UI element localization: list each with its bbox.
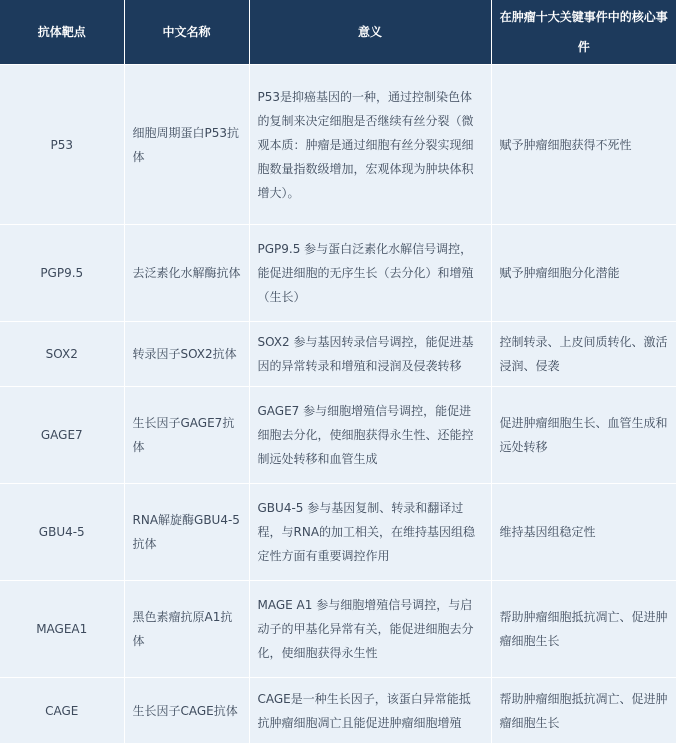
cell-meaning: GBU4-5 参与基因复制、转录和翻译过程，与RNA的加工相关，在维持基因组稳定性方面有重要调控作用: [249, 484, 491, 581]
table-row: [0, 581, 676, 678]
cell-meaning: GAGE7 参与细胞增殖信号调控，能促进细胞去分化，使细胞获得永生性、还能控制远处转移和血管生成: [249, 387, 491, 484]
table-row: [0, 225, 676, 322]
header-target: 抗体靶点: [0, 0, 124, 65]
cell-meaning: P53是抑癌基因的一种，通过控制染色体的复制来决定细胞是否继续有丝分裂（微观本质：肿瘤是通过细胞有丝分裂实现细胞数量指数级增加，宏观体现为肿块体积增大）。: [249, 65, 491, 225]
cell-meaning: MAGE A1 参与细胞增殖信号调控，与启动子的甲基化异常有关，能促进细胞去分化，使细胞获得永生性: [249, 581, 491, 678]
cell-name: 生长因子GAGE7抗体: [124, 387, 249, 484]
header-name: 中文名称: [124, 0, 249, 65]
cell-target: P53: [0, 65, 124, 225]
cell-name: 细胞周期蛋白P53抗体: [124, 65, 249, 225]
cell-meaning: SOX2 参与基因转录信号调控，能促进基因的异常转录和增殖和浸润及侵袭转移: [249, 322, 491, 387]
cell-event: 赋予肿瘤细胞分化潜能: [491, 225, 676, 322]
cell-target: SOX2: [0, 322, 124, 387]
cell-target: GBU4-5: [0, 484, 124, 581]
cell-name: 去泛素化水解酶抗体: [124, 225, 249, 322]
cell-event: 帮助肿瘤细胞抵抗凋亡、促进肿瘤细胞生长: [491, 581, 676, 678]
cell-target: GAGE7: [0, 387, 124, 484]
table-row: [0, 678, 676, 744]
cell-event: 控制转录、上皮间质转化、激活浸润、侵袭: [491, 322, 676, 387]
table-row: [0, 322, 676, 387]
cell-name: 转录因子SOX2抗体: [124, 322, 249, 387]
cell-event: 赋予肿瘤细胞获得不死性: [491, 65, 676, 225]
cell-target: PGP9.5: [0, 225, 124, 322]
table-row: [0, 387, 676, 484]
cell-event: 维持基因组稳定性: [491, 484, 676, 581]
header-meaning: 意义: [249, 0, 491, 65]
cell-meaning: PGP9.5 参与蛋白泛素化水解信号调控，能促进细胞的无序生长（去分化）和增殖（生长）: [249, 225, 491, 322]
cell-name: RNA解旋酶GBU4-5抗体: [124, 484, 249, 581]
table-row: [0, 65, 676, 225]
cell-target: CAGE: [0, 678, 124, 744]
cell-meaning: CAGE是一种生长因子，该蛋白异常能抵抗肿瘤细胞凋亡且能促进肿瘤细胞增殖: [249, 678, 491, 744]
cell-event: 帮助肿瘤细胞抵抗凋亡、促进肿瘤细胞生长: [491, 678, 676, 744]
cell-name: 黑色素瘤抗原A1抗体: [124, 581, 249, 678]
cell-target: MAGEA1: [0, 581, 124, 678]
cell-name: 生长因子CAGE抗体: [124, 678, 249, 744]
header-event: 在肿瘤十大关键事件中的核心事件: [491, 0, 676, 65]
table-header-row: [0, 0, 676, 65]
table-row: [0, 484, 676, 581]
cell-event: 促进肿瘤细胞生长、血管生成和远处转移: [491, 387, 676, 484]
